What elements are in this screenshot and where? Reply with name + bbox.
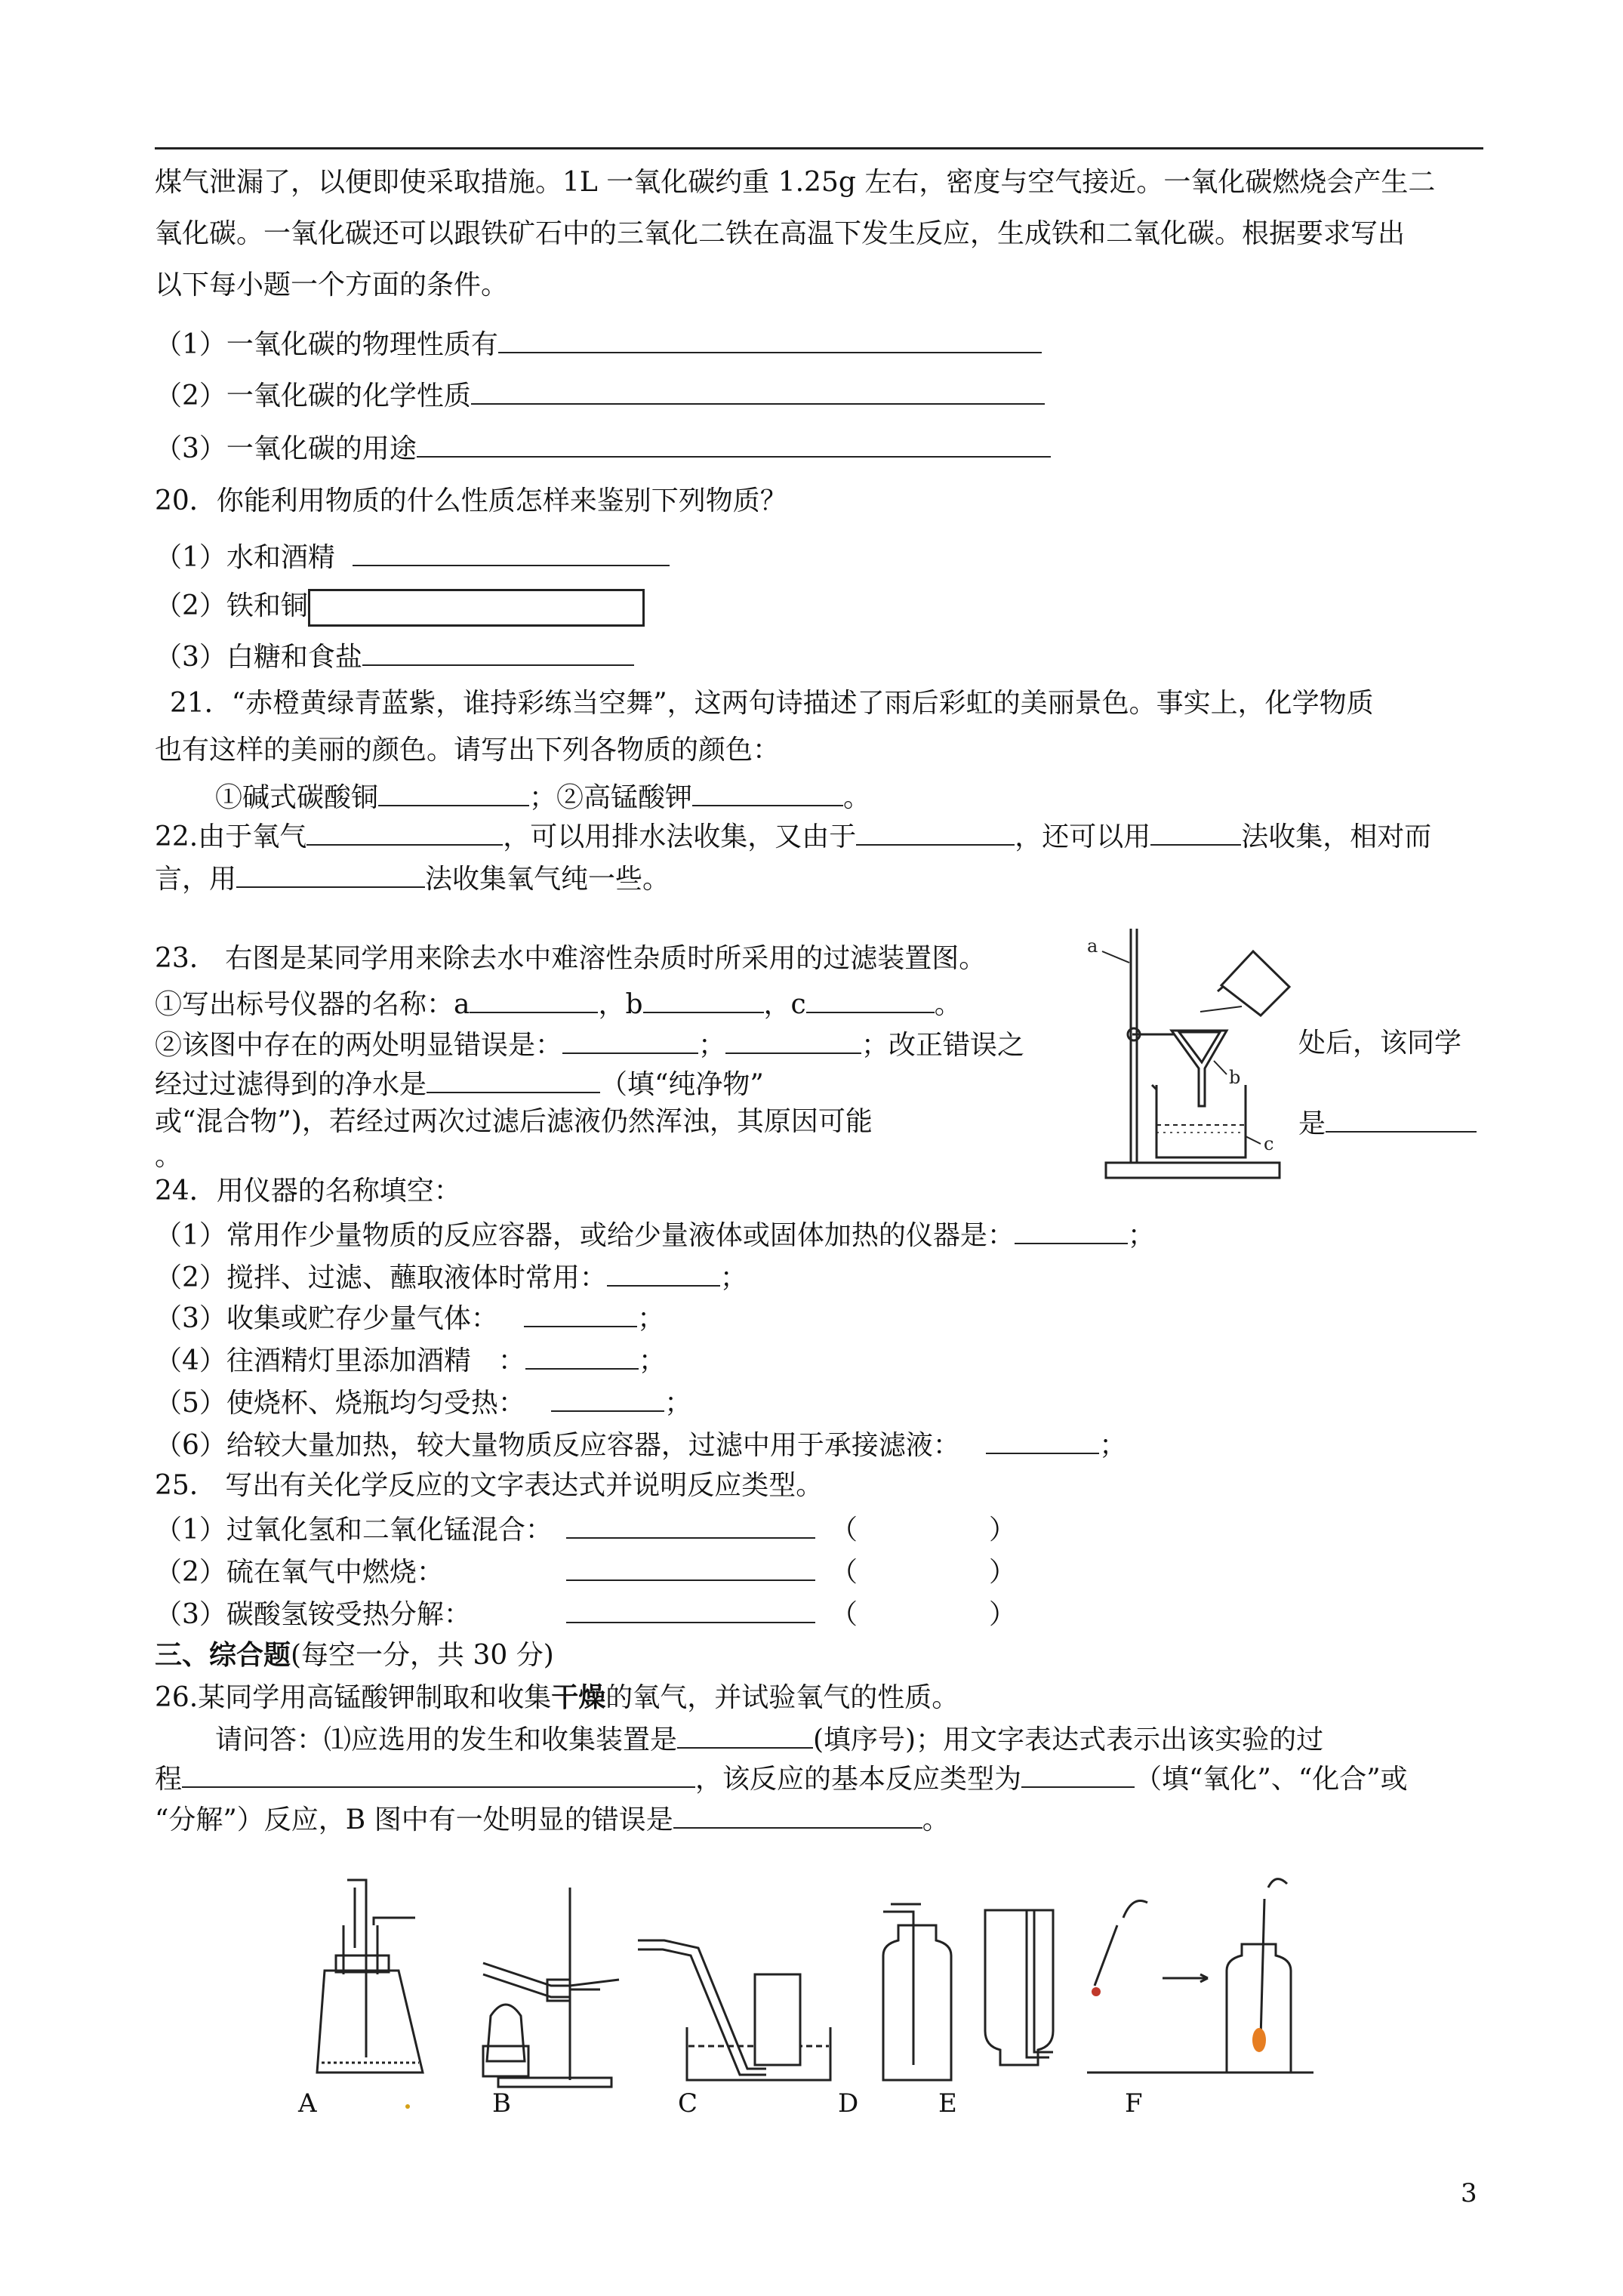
q20-stem: 20．你能利用物质的什么性质怎样来鉴别下列物质？ bbox=[155, 485, 787, 516]
q20-item-1 bbox=[155, 539, 670, 575]
q24-item-1-text: （1）常用作少量物质的反应容器，或给少量液体或固体加热的仪器是： bbox=[155, 1220, 1015, 1251]
q26-stem-b: 的氧气，并试验氧气的性质。 bbox=[605, 1682, 959, 1713]
q23-l2c: ；改正错误之 bbox=[861, 1030, 1025, 1061]
answer-blank[interactable] bbox=[353, 539, 670, 566]
q24-item-2-text: （2）搅拌、过滤、蘸取液体时常用： bbox=[155, 1262, 607, 1293]
page-number: 3 bbox=[1461, 2178, 1477, 2208]
q23-l3a: 经过过滤得到的净水是 bbox=[155, 1069, 427, 1100]
header-rule bbox=[155, 147, 1483, 149]
answer-blank[interactable] bbox=[725, 1027, 861, 1054]
q26-l1a: 请问答：⑴应选用的发生和收集装置是 bbox=[215, 1724, 678, 1755]
apparatus-label-f: F bbox=[1125, 2088, 1143, 2119]
intro-line-1: 煤气泄漏了，以便即使采取措施。1L 一氧化碳约重 1.25g 左右，密度与空气接近。一氧化碳燃烧会产生二 bbox=[155, 167, 1436, 198]
q23-l3b: （填“纯净物” bbox=[600, 1069, 764, 1100]
answer-blank[interactable] bbox=[1326, 1105, 1477, 1133]
q26-l2b: ，该反应的基本反应类型为 bbox=[695, 1764, 1022, 1795]
q19-item-1-text: （1）一氧化碳的物理性质有 bbox=[155, 329, 498, 360]
q25-item-3 bbox=[155, 1596, 1016, 1632]
q25-item-1-text: （1）过氧化氢和二氧化锰混合： bbox=[155, 1515, 553, 1546]
q24-item-6 bbox=[155, 1427, 1126, 1462]
semicolon: ； bbox=[719, 1262, 747, 1293]
q25-item-1 bbox=[155, 1512, 1016, 1547]
section-3-heading bbox=[155, 1638, 554, 1672]
filtration-apparatus-figure bbox=[1087, 917, 1298, 1189]
q24-item-3 bbox=[155, 1300, 664, 1336]
glowing-splint-icon bbox=[1092, 1987, 1101, 1996]
answer-blank[interactable] bbox=[856, 818, 1015, 846]
apparatus-a-flask bbox=[317, 1880, 423, 2073]
section-3-note: (每空一分，共 30 分) bbox=[291, 1640, 554, 1671]
q23-line-1 bbox=[155, 986, 962, 1022]
q24-item-4 bbox=[155, 1342, 666, 1378]
q24-item-5 bbox=[155, 1385, 691, 1420]
q26-l3a: “分解”）反应，B 图中有一处明显的错误是 bbox=[155, 1804, 673, 1835]
q20-item-1-text: （1）水和酒精 bbox=[155, 542, 335, 573]
apparatus-d-bottle bbox=[883, 1904, 951, 2080]
q22-part-d: 法收集，相对而 bbox=[1241, 821, 1432, 852]
q22-line-2 bbox=[155, 861, 670, 896]
semicolon: ； bbox=[638, 1345, 666, 1376]
paren-open: （ bbox=[830, 1599, 858, 1630]
apparatus-label-c: C bbox=[678, 2088, 698, 2119]
q22-part-f: 法收集氧气纯一些。 bbox=[425, 864, 670, 895]
answer-blank[interactable] bbox=[566, 1596, 815, 1623]
q19-item-3 bbox=[155, 430, 1051, 466]
q26-line-2 bbox=[155, 1761, 1408, 1796]
answer-blank[interactable] bbox=[566, 1512, 815, 1539]
q26-l2c: （填“氧化”、“化合”或 bbox=[1135, 1764, 1408, 1795]
label-b: b bbox=[1229, 1067, 1241, 1088]
q23-line-3 bbox=[155, 1066, 764, 1102]
answer-blank[interactable] bbox=[551, 1385, 664, 1412]
answer-blank[interactable] bbox=[306, 818, 503, 846]
q20-item-3 bbox=[155, 639, 634, 674]
q26-line-1 bbox=[215, 1721, 1323, 1757]
q26-stem bbox=[155, 1681, 959, 1715]
filtration-apparatus-drawing bbox=[1087, 917, 1298, 1189]
q24-item-1 bbox=[155, 1217, 1155, 1253]
answer-blank[interactable] bbox=[182, 1761, 695, 1788]
apparatus-label-b: B bbox=[492, 2088, 511, 2119]
q26-stem-a: 26.某同学用高锰酸钾制取和收集 bbox=[155, 1682, 552, 1713]
paren-open: （ bbox=[830, 1557, 858, 1588]
q19-item-2 bbox=[155, 378, 1045, 413]
dot-mark bbox=[405, 2104, 410, 2109]
q26-l3b: 。 bbox=[922, 1804, 950, 1835]
q24-item-2 bbox=[155, 1259, 747, 1295]
q23-line-2 bbox=[155, 1027, 1024, 1062]
flame-icon bbox=[1252, 2028, 1266, 2052]
apparatus-c-trough bbox=[638, 1940, 830, 2080]
q23-stem: 23. 右图是某同学用来除去水中难溶性杂质时所采用的过滤装置图。 bbox=[155, 943, 987, 974]
q23-l1c: ，c bbox=[763, 989, 806, 1020]
q21-line-2: 也有这样的美丽的颜色。请写出下列各物质的颜色： bbox=[155, 735, 781, 766]
q26-line-3 bbox=[155, 1801, 950, 1837]
q21-part-a: ①碱式碳酸铜 bbox=[215, 782, 379, 813]
q23-l2a: ②该图中存在的两处明显错误是： bbox=[155, 1030, 563, 1061]
answer-blank[interactable] bbox=[562, 1027, 698, 1054]
answer-blank[interactable] bbox=[427, 1066, 600, 1093]
label-a: a bbox=[1087, 935, 1098, 957]
q23-line-5: 。 bbox=[155, 1141, 183, 1172]
q22-part-c: ，还可以用 bbox=[1015, 821, 1151, 852]
answer-blank[interactable] bbox=[417, 430, 1051, 458]
intro-line-3: 以下每小题一个方面的条件。 bbox=[155, 270, 509, 300]
q23-l2b: ； bbox=[698, 1030, 726, 1061]
apparatus-drawings bbox=[302, 1865, 1329, 2091]
q22-line-1 bbox=[155, 818, 1431, 854]
answer-blank[interactable] bbox=[362, 639, 634, 666]
answer-blank[interactable] bbox=[986, 1427, 1099, 1454]
q25-stem: 25. 写出有关化学反应的文字表达式并说明反应类型。 bbox=[155, 1470, 824, 1501]
q19-item-2-text: （2）一氧化碳的化学性质 bbox=[155, 381, 471, 411]
q24-stem: 24．用仪器的名称填空： bbox=[155, 1176, 461, 1207]
paren-close: ） bbox=[989, 1515, 1017, 1546]
answer-blank[interactable] bbox=[566, 1554, 815, 1581]
q22-part-b: ，可以用排水法收集，又由于 bbox=[503, 821, 857, 852]
q25-item-2-text: （2）硫在氧气中燃烧： bbox=[155, 1557, 444, 1588]
answer-blank[interactable] bbox=[1021, 1761, 1135, 1788]
q19-item-3-text: （3）一氧化碳的用途 bbox=[155, 433, 417, 464]
answer-blank[interactable] bbox=[692, 779, 843, 806]
q25-item-2 bbox=[155, 1554, 1016, 1589]
q23-line-4: 或“混合物”)，若经过两次过滤后滤液仍然浑浊，其原因可能 bbox=[155, 1106, 873, 1137]
q22-part-e: 言，用 bbox=[155, 864, 237, 895]
paren-open: （ bbox=[830, 1515, 858, 1546]
answer-blank[interactable] bbox=[677, 1721, 813, 1749]
answer-blank[interactable] bbox=[607, 1259, 720, 1287]
q21-line-1: 21．“赤橙黄绿青蓝紫，谁持彩练当空舞”，这两句诗描述了雨后彩虹的美丽景色。事实上，化学物质 bbox=[170, 688, 1374, 719]
q23-l4b: 是 bbox=[1298, 1108, 1326, 1139]
answer-blank[interactable] bbox=[498, 326, 1042, 353]
answer-blank[interactable] bbox=[525, 1342, 639, 1370]
q26-l2a: 程 bbox=[155, 1764, 183, 1795]
answer-blank[interactable] bbox=[470, 986, 598, 1013]
q20-item-2 bbox=[155, 589, 645, 627]
answer-box[interactable] bbox=[308, 589, 645, 627]
q24-item-3-text: （3）收集或贮存少量气体： bbox=[155, 1303, 498, 1334]
q19-item-1 bbox=[155, 326, 1042, 362]
q21-end: 。 bbox=[843, 782, 871, 813]
q24-item-4-text: （4）往酒精灯里添加酒精 ： bbox=[155, 1345, 525, 1376]
apparatus-label-e: E bbox=[938, 2088, 957, 2119]
apparatus-label-a: A bbox=[298, 2088, 317, 2119]
paren-close: ） bbox=[989, 1557, 1017, 1588]
q21-sep: ；②高锰酸钾 bbox=[529, 782, 693, 813]
q23-l1b: ，b bbox=[598, 989, 643, 1020]
q24-item-5-text: （5）使烧杯、烧瓶均匀受热： bbox=[155, 1388, 525, 1419]
answer-blank[interactable] bbox=[471, 378, 1045, 405]
q25-item-3-text: （3）碳酸氢铵受热分解： bbox=[155, 1599, 471, 1630]
label-c: c bbox=[1264, 1133, 1274, 1154]
paren-close: ） bbox=[989, 1599, 1017, 1630]
apparatus-e-bottle bbox=[985, 1910, 1053, 2065]
answer-blank[interactable] bbox=[1015, 1217, 1128, 1244]
q23-line-4-right bbox=[1298, 1105, 1477, 1141]
q20-item-3-text: （3）白糖和食盐 bbox=[155, 642, 362, 673]
section-3-title: 三、综合题 bbox=[155, 1639, 291, 1671]
answer-blank[interactable] bbox=[806, 986, 935, 1013]
semicolon: ； bbox=[664, 1388, 692, 1419]
semicolon: ； bbox=[1099, 1430, 1127, 1461]
q24-item-6-text: （6）给较大量加热，较大量物质反应容器，过滤中用于承接滤液： bbox=[155, 1430, 960, 1461]
answer-blank[interactable] bbox=[236, 861, 425, 888]
q26-stem-bold: 干燥 bbox=[551, 1681, 606, 1713]
q21-line-3 bbox=[215, 779, 870, 815]
q23-l1d: 。 bbox=[934, 989, 962, 1020]
q23-l1a: ①写出标号仪器的名称：a bbox=[155, 989, 470, 1020]
apparatus-label-d: D bbox=[838, 2088, 859, 2119]
q20-item-2-text: （2）铁和铜 bbox=[155, 590, 308, 621]
apparatus-f-combustion bbox=[1087, 1879, 1313, 2073]
answer-blank[interactable] bbox=[643, 986, 764, 1013]
semicolon: ； bbox=[637, 1303, 665, 1334]
q22-part-a: 22.由于氧气 bbox=[155, 821, 307, 852]
q26-l1b: (填序号)；用文字表达式表示出该实验的过 bbox=[813, 1724, 1324, 1755]
intro-line-2: 氧化碳。一氧化碳还可以跟铁矿石中的三氧化二铁在高温下发生反应，生成铁和二氧化碳。根据要求写出 bbox=[155, 218, 1406, 249]
q26-apparatus-figures bbox=[302, 1865, 1329, 2091]
apparatus-b-heating bbox=[483, 1888, 619, 2087]
answer-blank[interactable] bbox=[673, 1801, 922, 1829]
answer-blank[interactable] bbox=[524, 1300, 637, 1327]
q23-line-2-right: 处后，该同学 bbox=[1298, 1028, 1462, 1059]
answer-blank[interactable] bbox=[1150, 818, 1241, 846]
semicolon: ； bbox=[1127, 1220, 1155, 1251]
answer-blank[interactable] bbox=[378, 779, 529, 806]
